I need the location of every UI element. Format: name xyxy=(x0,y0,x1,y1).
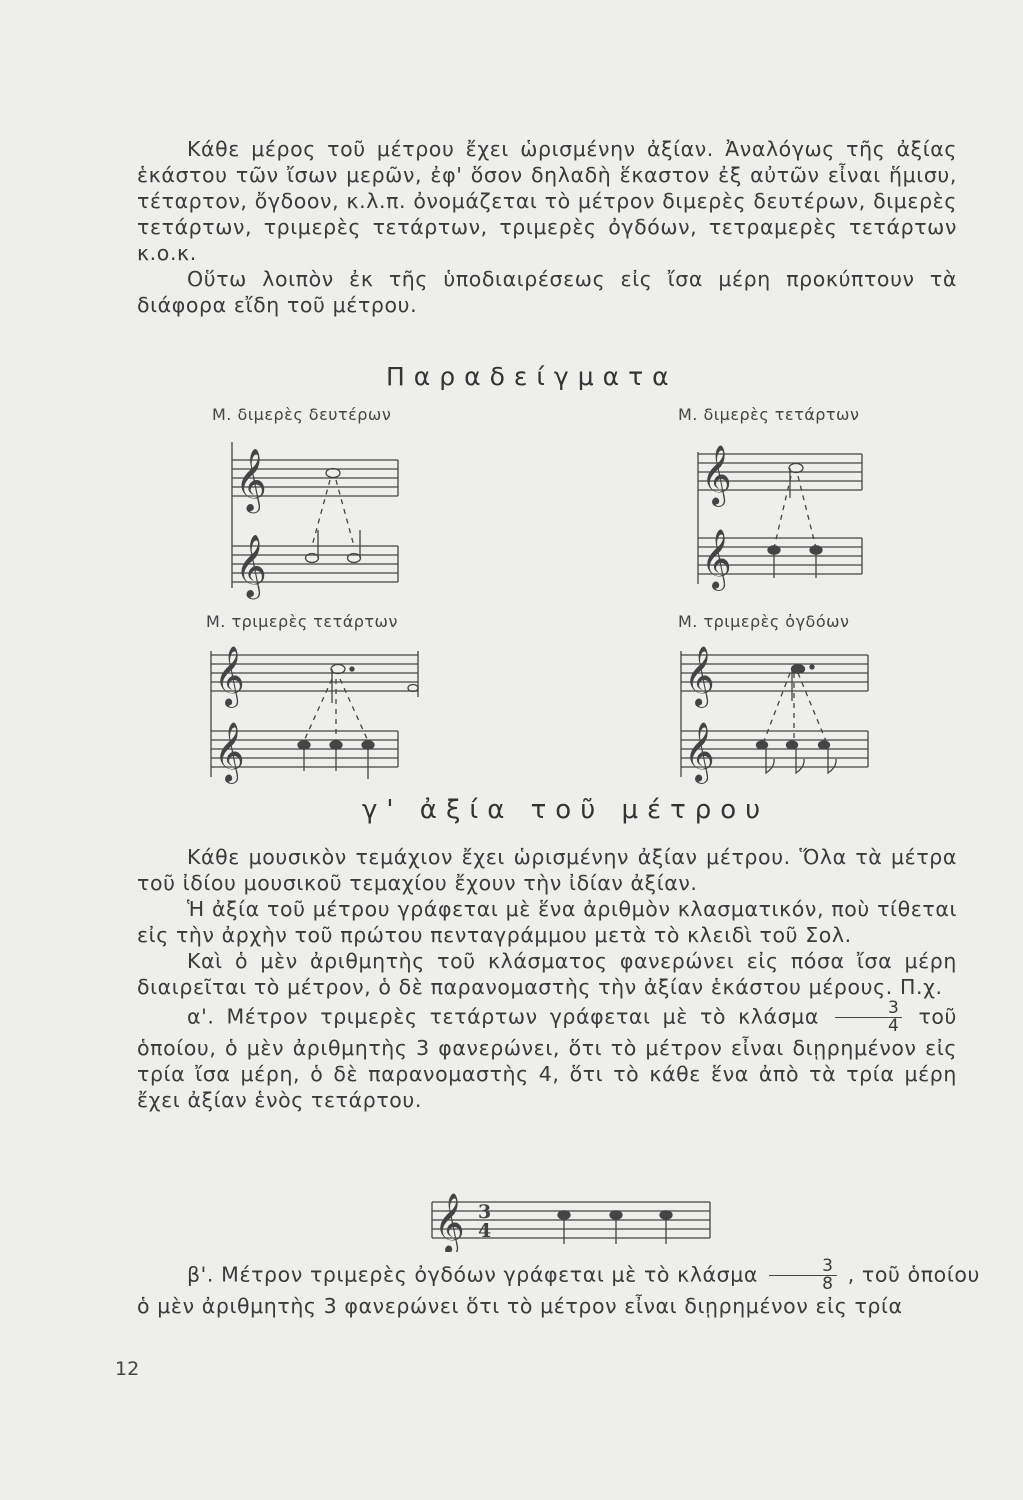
caption-example-4: Μ. τριμερὲς ὀγδόων xyxy=(678,612,850,631)
example-a-text-start: α'. Μέτρον τριμερὲς τετάρτων γράφεται μὲ τὸ κλάσμα xyxy=(187,1004,819,1029)
fraction-3-8 xyxy=(769,1258,836,1293)
example-b-text-start: β'. Μέτρον τριμερὲς ὀγδόων γράφεται μὲ τὸ κλάσμα xyxy=(187,1262,759,1287)
treble-clef-icon: 𝄞 xyxy=(701,529,732,589)
time-signature-example xyxy=(428,1182,718,1252)
time-signature-denominator: 4 xyxy=(478,1220,492,1242)
music-example-2 xyxy=(694,438,869,608)
caption-example-2: Μ. διμερὲς τετάρτων xyxy=(678,405,860,424)
treble-clef-icon: 𝄞 xyxy=(434,1193,465,1252)
music-example-1 xyxy=(228,438,403,608)
music-example-4 xyxy=(678,645,878,785)
eighth-note xyxy=(819,741,830,749)
fraction-3-4 xyxy=(835,1000,902,1035)
fraction-numerator: 3 xyxy=(835,1000,902,1018)
example-b-text-end: , τοῦ ὁποίου xyxy=(847,1262,980,1287)
treble-clef-icon: 𝄞 xyxy=(214,722,245,782)
fraction-denominator: 4 xyxy=(888,1016,900,1036)
caption-example-1: Μ. διμερὲς δευτέρων xyxy=(212,405,392,424)
page-number: 12 xyxy=(115,1358,140,1380)
dotted-half-note xyxy=(331,665,345,674)
intro-paragraph-2: Οὕτω λοιπὸν ἐκ τῆς ὑποδιαιρέσεως εἰς ἴσα μέρη προκύπτουν τὰ διάφορα εἴδη τοῦ μέτρου. xyxy=(137,267,957,317)
whole-note xyxy=(326,469,340,478)
section-paragraph-b xyxy=(137,1256,980,1294)
intro-text xyxy=(137,136,957,318)
section-paragraph-a xyxy=(137,1000,957,1113)
treble-clef-icon: 𝄞 xyxy=(214,646,245,706)
time-signature-numerator: 3 xyxy=(478,1201,492,1223)
section-text-b xyxy=(137,1256,980,1319)
music-example-3 xyxy=(208,645,423,785)
fraction-numerator: 3 xyxy=(769,1258,836,1276)
fraction-denominator: 8 xyxy=(822,1274,834,1294)
section-paragraph-1: Κάθε μουσικὸν τεμάχιον ἔχει ὡρισμένην ἀξίαν μέτρου. Ὅλα τὰ μέτρα τοῦ ἰδίου μουσικοῦ τεμαχίου ἔχουν τὴν ἰδίαν ἀξίαν. xyxy=(137,845,957,895)
dotted-quarter-note xyxy=(792,665,805,674)
eighth-note xyxy=(787,741,798,749)
examples-heading: Παραδείγματα xyxy=(386,362,678,391)
treble-clef-icon: 𝄞 xyxy=(235,448,267,511)
eighth-note xyxy=(757,741,768,749)
section-paragraph-2: Ἡ ἀξία τοῦ μέτρου γράφεται μὲ ἕνα ἀριθμὸν κλασματικόν, ποὺ τίθεται εἰς τὴν ἀρχὴν τοῦ πρώτου πενταγράμμου μετὰ τὸ κλειδὶ τοῦ Σολ. xyxy=(137,897,957,947)
example-b-line-2: ὁ μὲν ἀριθμητὴς 3 φανερώνει ὅτι τὸ μέτρον εἶναι διῃρημένον εἰς τρία xyxy=(137,1294,903,1318)
section-text xyxy=(137,844,957,1113)
half-note xyxy=(789,464,803,473)
section-heading: γ' ἀξία τοῦ μέτρου xyxy=(362,795,770,825)
treble-clef-icon: 𝄞 xyxy=(684,646,715,706)
caption-example-3: Μ. τριμερὲς τετάρτων xyxy=(206,612,398,631)
example-a-text-end: τοῦ ὁποίου, ὁ μὲν ἀριθμητὴς 3 φανερώνει, ὅτι τὸ μέτρον εἶναι διῃρημένον εἰς τρία ἴσα μέρη, ὁ δὲ παρανομαστὴς 4, ὅτι τὸ κάθε ἕνα ἀπὸ τὰ τρία μέρη ἔχει ἀξίαν ἑνὸς τετάρτου. xyxy=(137,1004,958,1112)
intro-paragraph-1: Κάθε μέρος τοῦ μέτρου ἔχει ὡρισμένην ἀξίαν. Ἀναλόγως τῆς ἀξίας ἑκάστου τῶν ἴσων μερῶν, ἐφ' ὅσον δηλαδὴ ἕκαστον ἐξ αὐτῶν εἶναι ἥμισυ, τέταρτον, ὄγδοον, κ.λ.π. ὀνομάζεται τὸ μέτρον διμερὲς δευτέρων, διμερὲς τετάρτων, τριμερὲς τετάρτων, τριμερὲς ὀγδόων, τετραμερὲς τετάρτων κ.ο.κ. xyxy=(137,137,957,265)
section-paragraph-3: Καὶ ὁ μὲν ἀριθμητὴς τοῦ κλάσματος φανερώνει εἰς πόσα ἴσα μέρη διαιρεῖται τὸ μέτρον, ὁ δὲ παρανομαστὴς τὴν ἀξίαν ἑκάστου μέρους. Π.χ. xyxy=(137,949,957,999)
treble-clef-icon: 𝄞 xyxy=(701,445,732,505)
treble-clef-icon: 𝄞 xyxy=(684,722,715,782)
treble-clef-icon: 𝄞 xyxy=(235,534,267,597)
